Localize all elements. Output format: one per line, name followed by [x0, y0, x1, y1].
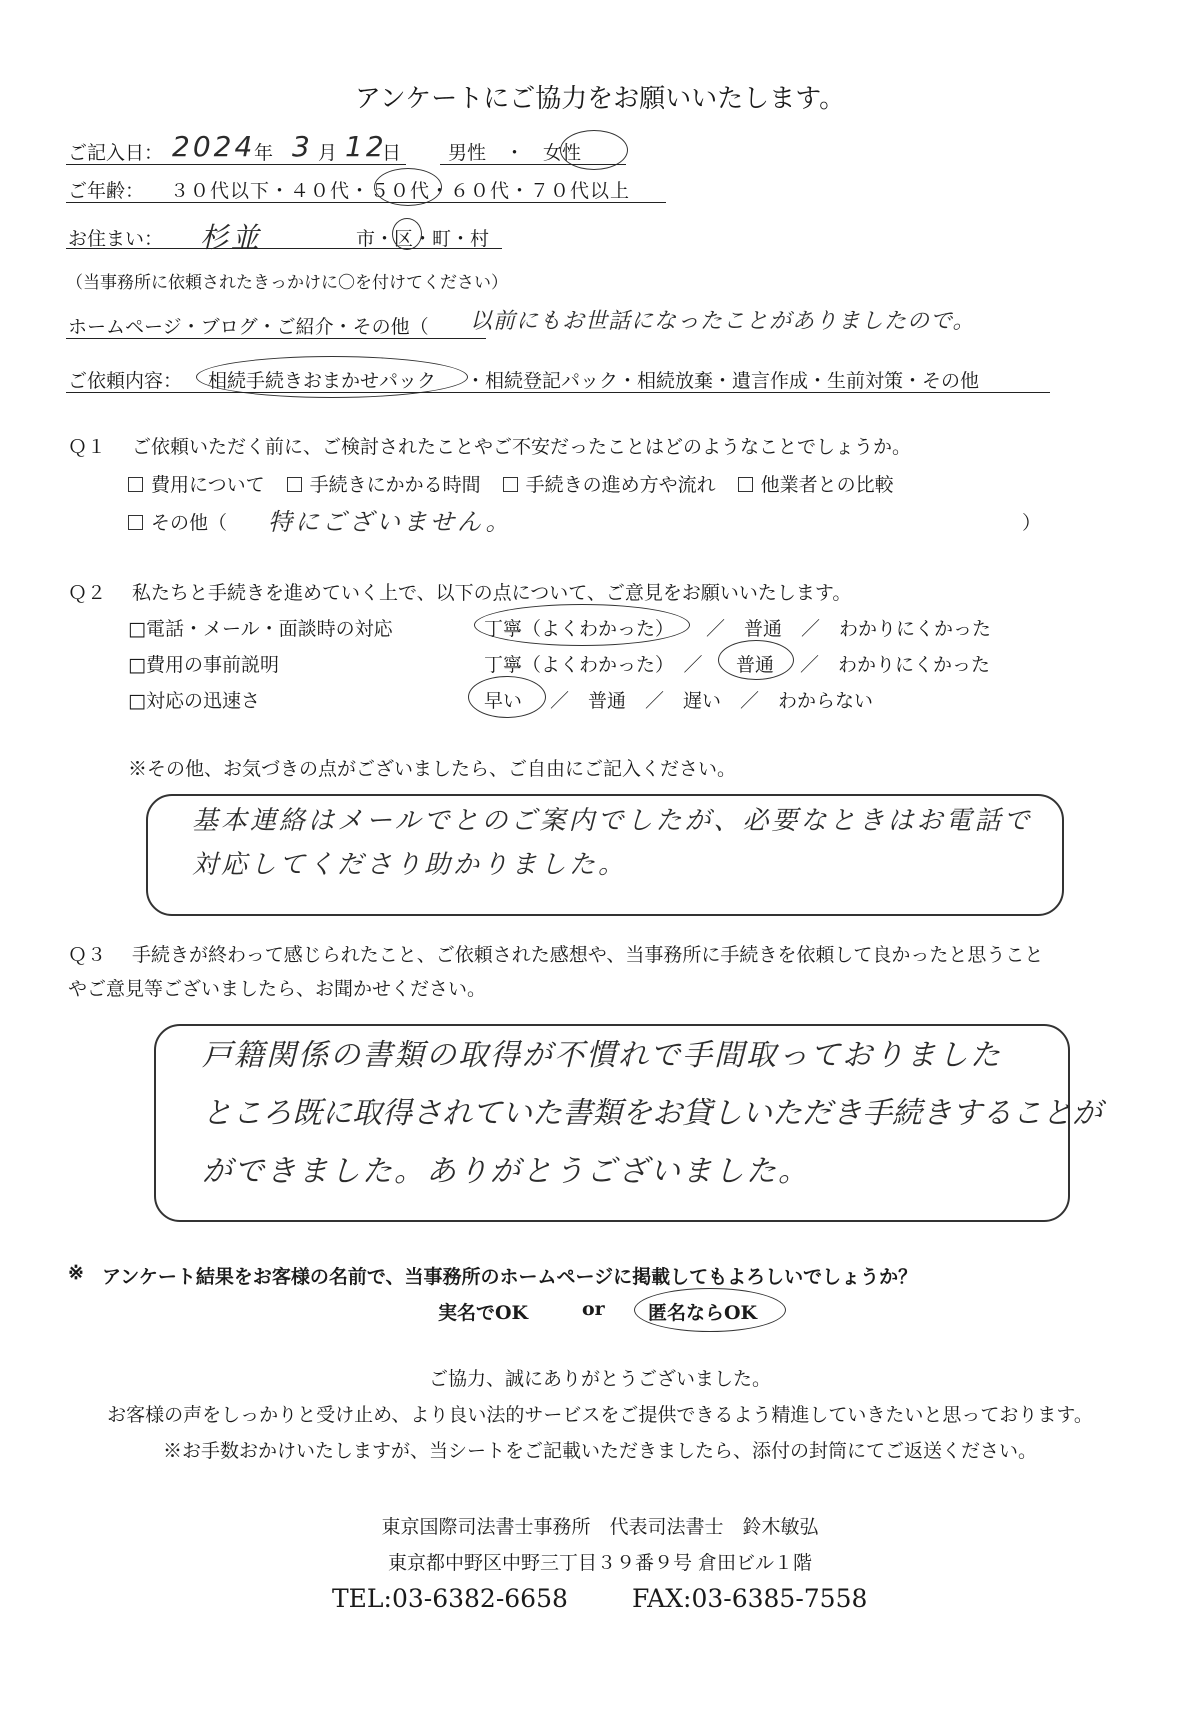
page-title: アンケートにご協力をお願いいたします。 [354, 84, 846, 114]
request-selected: 相続手続きおまかせパック [208, 370, 437, 392]
checkbox-icon[interactable] [128, 515, 143, 530]
date-month: 3 [292, 130, 313, 163]
residence-units: 市・区・町・村 [356, 228, 490, 250]
q2-number: Ｑ２ [68, 582, 107, 604]
q2-row-1-rest: ／ 普通 ／ わかりにくかった [706, 618, 992, 640]
q1-other-close: ） [1022, 512, 1042, 534]
q2-free-note: ※その他、お気づきの点がございましたら、ご自由にご記入ください。 [128, 758, 737, 780]
date-underline [66, 164, 406, 165]
age-label: ご年齢： [68, 180, 145, 202]
residence-value: 杉並 [200, 221, 263, 254]
trigger-note: （当事務所に依頼されたきっかけに〇を付けてください） [66, 273, 508, 293]
q2-free-line-1: 基本連絡はメールでとのご案内でしたが、必要なときはお電話で [192, 806, 1033, 836]
q1-other-text: 特にございません。 [268, 508, 513, 536]
publish-option-anonymous[interactable]: 匿名ならOK [648, 1302, 758, 1324]
q2-row-3-fast: 早い [484, 690, 523, 712]
date-label: ご記入日： [68, 142, 164, 164]
q1-option-4-label: 他業者との比較 [760, 474, 894, 496]
checkbox-icon[interactable] [738, 477, 753, 492]
q3-question-2: やご意見等ございましたら、お聞かせください。 [68, 978, 487, 1000]
q2-row-3-label: □対応の迅速さ [128, 690, 260, 712]
age-options: ３０代以下・４０代・５０代・６０代・７０代以上 [170, 180, 631, 202]
q1-other[interactable] [128, 508, 227, 535]
date-year-unit: 年 [254, 142, 274, 164]
q2-row-2-polite: 丁寧（よくわかった） ／ [484, 654, 703, 676]
trigger-options: ホームページ・ブログ・ご紹介・その他（ [68, 316, 429, 338]
q2-row-2-label: □費用の事前説明 [128, 654, 279, 676]
checkbox-icon[interactable] [503, 477, 518, 492]
date-month-unit: 月 [318, 142, 338, 164]
closing-line-3: ※お手数おかけいたしますが、当シートをご記載いただきましたら、添付の封筒にてご返送ください。 [162, 1440, 1037, 1462]
request-underline [66, 392, 1050, 393]
q1-other-label: その他（ [151, 512, 228, 534]
date-day-unit: 日 [382, 142, 402, 164]
q1-option-2[interactable] [287, 470, 481, 497]
q2-row-3-circle [468, 676, 546, 718]
closing-line-2: お客様の声をしっかりと受け止め、より良い法的サービスをご提供できるよう精進していきたいと思っております。 [107, 1404, 1093, 1426]
q2-row-3-rest: ／ 普通 ／ 遅い ／ わからない [550, 690, 874, 712]
q1-options [128, 470, 894, 497]
residence-underline [66, 248, 502, 249]
age-underline [66, 202, 666, 203]
q3-answer-2: ところ既に取得されていた書類をお貸しいただき手続きすることが [202, 1096, 1102, 1131]
office-address: 東京都中野区中野三丁目３９番９号 倉田ビル１階 [387, 1552, 813, 1574]
publish-mark: ※ [68, 1262, 84, 1284]
residence-label: お住まい： [68, 228, 164, 250]
q3-answer-1: 戸籍関係の書類の取得が不慣れで手間取っておりました [202, 1038, 1002, 1073]
date-year: 2024 [172, 130, 256, 163]
q1-option-3[interactable] [503, 470, 716, 497]
publish-or: or [582, 1298, 605, 1320]
publish-selected-circle [634, 1288, 786, 1332]
q2-row-2-rest: ／ わかりにくかった [800, 654, 991, 676]
q1-number: Ｑ１ [68, 436, 107, 458]
residence-selected-circle [392, 218, 422, 250]
q1-option-1[interactable] [128, 470, 265, 497]
q1-option-1-label: 費用について [151, 474, 265, 496]
gender-options: 男性 ・ 女性 [448, 142, 582, 164]
checkbox-icon[interactable] [287, 477, 302, 492]
q3-question-1: 手続きが終わって感じられたこと、ご依頼された感想や、当事務所に手続きを依頼して良かったと思うこと [132, 944, 1044, 966]
office-fax: FAX:03-6385-7558 [632, 1584, 868, 1613]
office-tel: TEL:03-6382-6658 [332, 1584, 568, 1613]
q3-answer-3: ができました。ありがとうございました。 [202, 1154, 810, 1189]
q2-row-1-circle [474, 604, 690, 646]
publish-option-real-name[interactable]: 実名でOK [438, 1302, 529, 1324]
date-day: 12 [345, 130, 387, 163]
request-rest: ・相続登記パック・相続放棄・遺言作成・生前対策・その他 [466, 370, 980, 392]
q1-question: ご依頼いただく前に、ご検討されたことやご不安だったことはどのようなことでしょうか。 [132, 436, 912, 458]
gender-underline [440, 164, 626, 165]
age-selected-circle [374, 168, 442, 206]
checkbox-icon[interactable] [128, 477, 143, 492]
q2-row-1-polite: 丁寧（よくわかった） [484, 618, 675, 640]
q1-option-3-label: 手続きの進め方や流れ [525, 474, 716, 496]
q2-row-2-circle [718, 640, 794, 680]
trigger-other-text: 以前にもお世話になったことがありましたので。 [470, 309, 976, 334]
q1-option-2-label: 手続きにかかる時間 [309, 474, 481, 496]
q2-free-line-2: 対応してくださり助かりました。 [192, 850, 628, 880]
trigger-underline [66, 338, 486, 339]
closing-line-1: ご協力、誠にありがとうございました。 [428, 1368, 771, 1390]
q2-row-1-label: □電話・メール・面談時の対応 [128, 618, 393, 640]
q3-number: Ｑ３ [68, 944, 107, 966]
request-label: ご依頼内容： [68, 370, 183, 392]
q2-row-2-normal: 普通 [736, 654, 775, 676]
q1-option-4[interactable] [738, 470, 894, 497]
office-name: 東京国際司法書士事務所 代表司法書士 鈴木敏弘 [381, 1516, 819, 1538]
publish-question: アンケート結果をお客様の名前で、当事務所のホームページに掲載してもよろしいでしょうか？ [102, 1266, 918, 1288]
q2-question: 私たちと手続きを進めていく上で、以下の点について、ご意見をお願いいたします。 [132, 582, 852, 604]
